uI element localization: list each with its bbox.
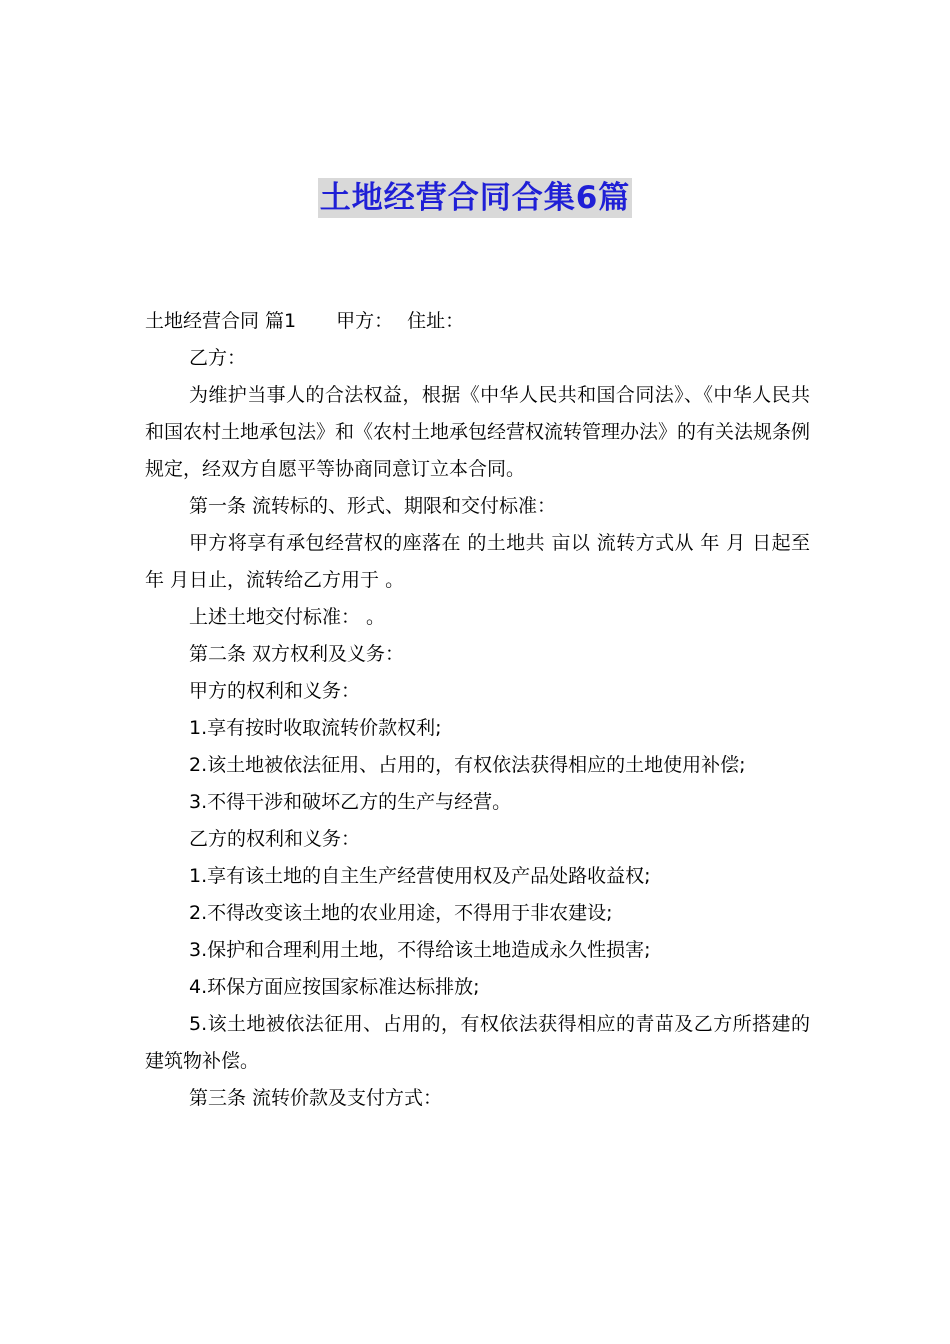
- title-container: [0, 178, 950, 218]
- paragraph: 上述土地交付标准： 。: [189, 606, 386, 628]
- paragraph: 1.享有该土地的自主生产经营使用权及产品处路收益权;: [189, 865, 651, 887]
- document-body: [145, 303, 810, 1117]
- paragraph: 4.环保方面应按国家标准达标排放;: [189, 976, 480, 998]
- paragraph: 甲方将享有承包经营权的座落在 的土地共 亩以 流转方式从 年 月 日起至 年 月日止，流转给乙方用于 。: [145, 532, 810, 591]
- paragraph: 5.该土地被依法征用、占用的，有权依法获得相应的青苗及乙方所搭建的建筑物补偿。: [145, 1013, 810, 1072]
- paragraph: 第二条 双方权利及义务：: [189, 643, 405, 665]
- first-line: [145, 303, 810, 340]
- paragraph: 3.保护和合理利用土地，不得给该土地造成永久性损害;: [189, 939, 651, 961]
- address-label: 住址：: [407, 310, 465, 332]
- paragraph: 2.不得改变该土地的农业用途，不得用于非农建设;: [189, 902, 613, 924]
- document-title: 土地经营合同合集6篇: [319, 180, 631, 216]
- paragraph: 乙方：: [189, 347, 247, 369]
- paragraph: 第三条 流转价款及支付方式：: [189, 1087, 443, 1109]
- paragraph: 2.该土地被依法征用、占用的，有权依法获得相应的土地使用补偿;: [189, 754, 746, 776]
- paragraph: 乙方的权利和义务：: [189, 828, 361, 850]
- paragraph: 甲方的权利和义务：: [189, 680, 361, 702]
- contract-heading: 土地经营合同 篇1: [145, 310, 297, 332]
- party-a-label: 甲方：: [336, 310, 394, 332]
- paragraph: 3.不得干涉和破坏乙方的生产与经营。: [189, 791, 512, 813]
- paragraph: 第一条 流转标的、形式、期限和交付标准：: [189, 495, 557, 517]
- paragraph: 为维护当事人的合法权益，根据《中华人民共和国合同法》、《中华人民共和国农村土地承包法》和《农村土地承包经营权流转管理办法》的有关法规条例规定，经双方自愿平等协商同意订立本合同。: [145, 384, 811, 480]
- paragraph: 1.享有按时收取流转价款权利;: [189, 717, 442, 739]
